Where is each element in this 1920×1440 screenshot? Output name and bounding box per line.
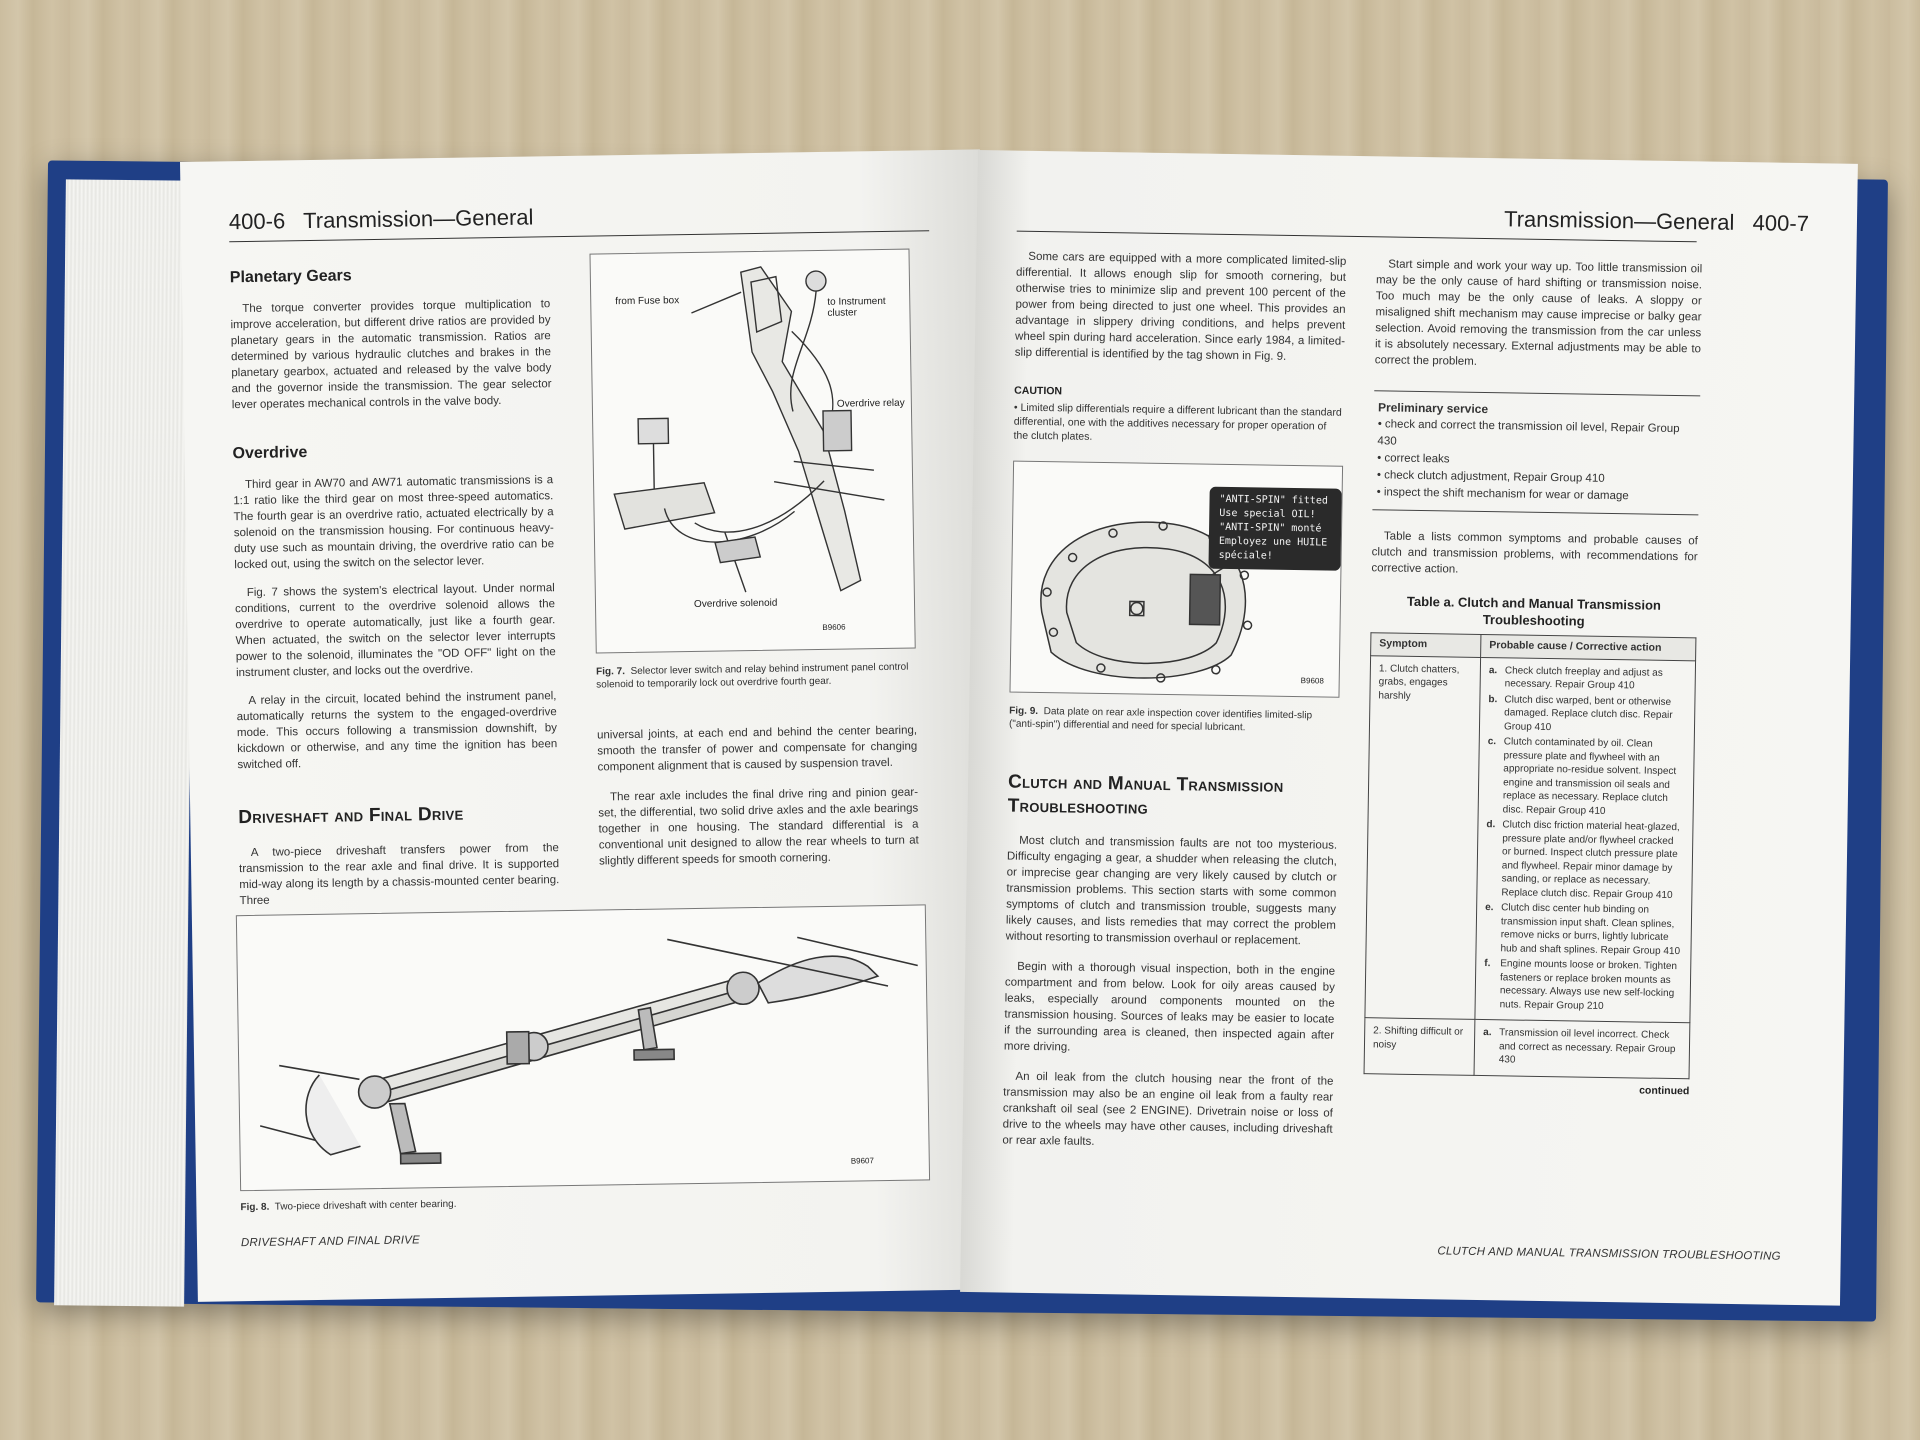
caution-title: CAUTION — [1014, 384, 1063, 398]
fig7-label-fuse-box: from Fuse box — [615, 295, 680, 308]
table-row — [1364, 1018, 1690, 1079]
figure-8 — [236, 904, 930, 1191]
right-column-2 — [1363, 256, 1702, 1097]
cause-letter: e. — [1485, 902, 1494, 914]
fig7-caption — [596, 661, 916, 692]
cause-item — [1484, 957, 1683, 1014]
start-simple-paragraph: Start simple and work your way up. Too little transmission oil may be the only cause of hard shifting or transmission noise. Too much may be the only cause of leaks. A sloppy or misaligned shift mechanism may cause imprecise or balky gear selection. Avoid removing the transmission from the car unless it is absolutely necessary. External adjustments may be able to correct the problem. — [1374, 258, 1703, 368]
cause-cell — [1474, 1019, 1690, 1078]
anti-spin-tag — [1208, 487, 1341, 571]
table-intro: Table a lists common symptoms and probable causes of clutch and transmission problems, with recommendations for corrective action. — [1371, 530, 1699, 576]
cause-letter: f. — [1484, 958, 1491, 970]
cause-letter: a. — [1483, 1027, 1492, 1039]
left-column-2 — [597, 722, 919, 869]
right-footer: CLUTCH AND MANUAL TRANSMISSION TROUBLESHOOTING — [1437, 1245, 1781, 1263]
right-column-1 — [1013, 249, 1346, 448]
prelim-item-2: • correct leaks — [1377, 452, 1450, 466]
clutch-heading: Clutch and Manual Transmission Troubleshooting — [1007, 771, 1284, 819]
fig7-code: B9606 — [822, 622, 846, 632]
overdrive-heading: Overdrive — [232, 444, 308, 463]
table-header-symptom: Symptom — [1371, 633, 1481, 657]
left-column-1 — [230, 264, 560, 909]
preliminary-service-list — [1377, 399, 1697, 506]
fig7-caption-text: Selector lever switch and relay behind instrument panel control solenoid to temporarily lock out overdrive fourth gear. — [596, 661, 909, 691]
right-header-title: Transmission—General — [1503, 206, 1735, 235]
page-edges — [54, 179, 196, 1306]
prelim-item-3: • check clutch adjustment, Repair Group 410 — [1376, 469, 1605, 485]
fig8-code: B9607 — [850, 1156, 874, 1166]
cause-item — [1487, 735, 1686, 819]
fig9-caption-number: Fig. 9. — [1009, 705, 1039, 718]
clutch-paragraph-3: An oil leak from the clutch housing near the front of the transmission may also be an engine oil leak from a faulty rear crankshaft oil seal (see 2 ENGINE). Drivetrain noise or loss of drive to the wheels may have other causes, including driveshaft or rear axle faults. — [1002, 1070, 1334, 1148]
cause-text: Transmission oil level incorrect. Check and correct as necessary. Repair Group 430 — [1498, 1027, 1676, 1066]
cause-text: Clutch contaminated by oil. Clean pressure plate and flywheel with an appropriate no-residue solvent. Inspect engine and transmission oil seals and replace as necessary. Replace clutch disc. Repair Group 410 — [1502, 736, 1677, 817]
cause-item — [1489, 664, 1687, 694]
limited-slip-paragraph: Some cars are equipped with a more complicated limited-slip differential. It allows enough slip for smooth cornering, but otherwise tries to minimize slip and prevent 100 percent of the power from being directed to just one wheel. This provides an advantage in slippery driving conditions, and helps prevent wheel spin during hard acceleration. Since early 1984, a limited-slip differential is identified by the tag shown in Fig. 9. — [1014, 250, 1347, 363]
right-page-number: 400-7 — [1752, 210, 1810, 237]
caution-text: • Limited slip differentials require a different lubricant than the standard differential, one with the additives necessary for proper operation of the clutch plates. — [1013, 401, 1342, 443]
table-title: Table a. Clutch and Manual Transmission Troubleshooting — [1406, 593, 1662, 629]
clutch-paragraph-2: Begin with a thorough visual inspection, both in the engine compartment and from below. Look for oily areas caused by leaks, especially around components mounted on the transmission housing. Sources of leaks may be easier to locate if the surrounding area is cleaned, then inspected again after more driving. — [1003, 960, 1336, 1054]
left-header-title: Transmission—General — [302, 204, 534, 234]
rear-axle-paragraph: The rear axle includes the final drive ring and pinion gear-set, the differential, two solid drive axles and the axle bearings together in one housing. The standard differential is a conventional unit designed to allow the rear wheels to turn at slightly different speeds for smooth cornering. — [598, 786, 919, 868]
clutch-paragraph-1: Most clutch and transmission faults are not too mysterious. Difficulty engaging a gear, a shudder when releasing the clutch, or imprecise gear changing are very likely caused by clutch or transmission problems. This section starts with some common symptoms of clutch and transmission trouble, suggests many likely causes, and lists remedies that may correct the problem without resorting to transmission overhaul or replacement. — [1005, 834, 1338, 948]
table-row — [1365, 655, 1696, 1023]
cause-item — [1484, 901, 1683, 958]
cause-text: Check clutch freeplay and adjust as necessary. Repair Group 410 — [1504, 664, 1663, 692]
cause-text: Clutch disc warped, bent or otherwise damaged. Replace clutch disc. Repair Group 410 — [1503, 693, 1673, 733]
right-page — [960, 150, 1858, 1306]
tag-line-4: Employez une HUILE spéciale! — [1218, 535, 1328, 562]
fig8-caption-number: Fig. 8. — [240, 1201, 270, 1214]
driveshaft-heading: Driveshaft and Final Drive — [238, 803, 464, 829]
preliminary-service-box — [1372, 390, 1700, 515]
fig7-label-relay: Overdrive relay — [836, 397, 905, 410]
planetary-text: The torque converter provides torque multiplication to improve acceleration, but different drive ratios are provided by planetary gears in the automatic transmission. Ratios are determined by various hydraulic clutches and brakes in the planetary gearbox, actuated and released by the valve body and the governor inside the transmission. The gear selector lever operates mechanical controls in the valve body. — [230, 298, 552, 412]
fig8-caption — [240, 1193, 740, 1214]
prelim-item-1: • check and correct the transmission oil level, Repair Group 430 — [1377, 418, 1680, 448]
cause-letter: b. — [1488, 693, 1498, 705]
left-header — [229, 204, 534, 235]
figure-9 — [1009, 461, 1343, 698]
overdrive-paragraph-2: Fig. 7 shows the system's electrical layout. Under normal conditions, current to the overdrive solenoid allows the overdrive to operate automatically, just like a fourth gear. When actuated, the switch on the selector lever interrupts power to the solenoid, illuminates the "OD OFF" light on the instrument cluster, and locks out the overdrive. — [234, 582, 556, 680]
fig8-caption-text: Two-piece driveshaft with center bearing. — [274, 1198, 457, 1213]
right-header — [1504, 206, 1809, 237]
cause-text: Engine mounts loose or broken. Tighten fasteners or replace broken mounts as necessary. Always use new self-locking nuts. Repair Group 210 — [1499, 958, 1678, 1012]
tag-line-3: "ANTI-SPIN" monté — [1219, 521, 1322, 535]
troubleshooting-table-wrap — [1364, 632, 1697, 1079]
preliminary-service-title: Preliminary service — [1377, 400, 1489, 417]
fig9-caption — [1009, 705, 1339, 736]
table-continued: continued — [1639, 1084, 1690, 1097]
prelim-item-4: • inspect the shift mechanism for wear or damage — [1376, 486, 1629, 503]
fig7-caption-number: Fig. 7. — [595, 666, 626, 678]
cause-letter: c. — [1487, 736, 1497, 748]
overdrive-paragraph-3: A relay in the circuit, located behind the instrument panel, automatically returns the system to the engaged-overdrive mode. This occurs following a transmission downshift, by kickdown or otherwise, and any time the ignition has been switched off. — [236, 690, 558, 772]
fig7-label-solenoid: Overdrive solenoid — [693, 597, 778, 610]
right-column-1-lower — [1002, 771, 1338, 1154]
driveshaft-paragraph: A two-piece driveshaft transfers power from the transmission to the rear axle and final drive. It is supported mid-way along its length by a chassis-mounted center bearing. Three — [239, 842, 560, 908]
table-header-cause: Probable cause / Corrective action — [1481, 634, 1696, 660]
overdrive-paragraph-1: Third gear in AW70 and AW71 automatic transmissions is a 1:1 ratio like the third gear on most three-speed automatics. The fourth gear is an overdrive ratio, actuated electrically by a solenoid on the transmission housing. For continuous heavy-duty use such as mountain driving, the overdrive ratio can be locked out, using the switch on the selector lever. — [233, 474, 555, 572]
figure-7 — [589, 249, 915, 654]
universal-joints-paragraph: universal joints, at each end and behind the center bearing, smooth the transfer of power and compensate for changing component alignment that is caused by suspension travel. — [596, 724, 918, 774]
fig8-drawing — [237, 905, 931, 1192]
fig9-code: B9608 — [1300, 676, 1324, 686]
fig9-caption-text: Data plate on rear axle inspection cover identifies limited-slip ("anti-spin") differential and need for special lubricant. — [1008, 706, 1313, 734]
symptom-cell: 1. Clutch chatters, grabs, engages harshly — [1365, 655, 1481, 1019]
symptom-cell: 2. Shifting difficult or noisy — [1364, 1018, 1475, 1075]
left-footer: DRIVESHAFT AND FINAL DRIVE — [240, 1234, 421, 1250]
table-body — [1364, 655, 1696, 1078]
cause-cell — [1475, 657, 1696, 1023]
cause-item — [1483, 1026, 1682, 1070]
tag-line-2: Use special OIL! — [1219, 507, 1316, 521]
cause-item — [1485, 818, 1684, 902]
cause-item — [1488, 693, 1687, 737]
tag-line-1: "ANTI-SPIN" fitted — [1219, 493, 1328, 507]
cause-text: Clutch disc center hub binding on transmission input shaft. Clean splines, remove nicks or burrs, lightly lubricate hub and shaft splines. Repair Group 410 — [1500, 902, 1681, 957]
troubleshooting-table — [1364, 632, 1697, 1079]
left-page-number: 400-6 — [228, 208, 286, 235]
cause-text: Clutch disc friction material heat-glazed, pressure plate and/or flywheel cracked or burned. Inspect clutch pressure plate and flywheel. Repair minor damage by sanding, or replace as necessary. Replace clutch disc. Repair Group 410 — [1501, 819, 1680, 901]
cause-letter: a. — [1488, 664, 1498, 676]
fig7-label-instrument: to Instrument cluster — [827, 295, 886, 319]
left-page — [180, 149, 998, 1301]
planetary-heading: Planetary Gears — [229, 267, 352, 287]
cause-letter: d. — [1486, 819, 1496, 831]
